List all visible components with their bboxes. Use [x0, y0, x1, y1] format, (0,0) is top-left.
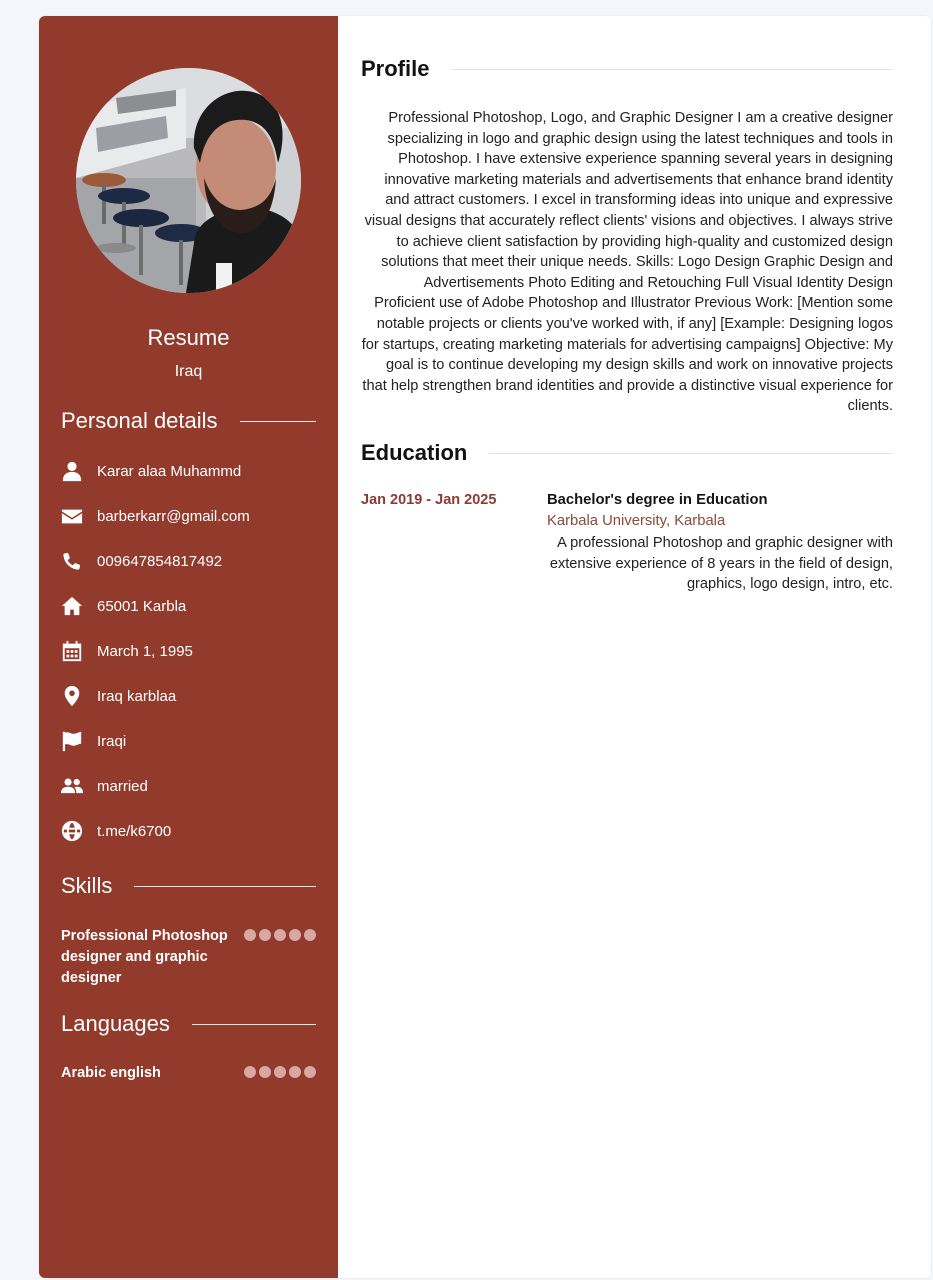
education-institution: Karbala University, Karbala — [547, 513, 726, 529]
rating-dot — [244, 1066, 256, 1078]
rating-dot — [289, 929, 301, 941]
detail-website — [61, 819, 321, 843]
heading-divider — [451, 69, 893, 70]
languages-title: Languages — [61, 1011, 170, 1036]
rating-dot — [274, 1066, 286, 1078]
detail-text: 65001 Karbla — [97, 597, 187, 615]
detail-birthdate — [61, 639, 321, 663]
profile-photo — [76, 68, 301, 293]
detail-phone — [61, 549, 321, 573]
resume-page — [39, 16, 931, 1278]
education-degree: Bachelor's degree in Education — [547, 492, 768, 508]
detail-marital-status — [61, 774, 321, 798]
detail-nationality — [61, 729, 321, 753]
detail-location — [61, 684, 321, 708]
personal-details-heading — [61, 408, 316, 434]
person-icon — [61, 460, 83, 482]
sidebar — [39, 16, 338, 1278]
skills-heading — [61, 873, 316, 899]
resume-subtitle: Iraq — [174, 363, 203, 380]
skill-item — [61, 926, 316, 989]
detail-text: March 1, 1995 — [97, 642, 193, 660]
skill-label: Professional Photoshop designer and graphic designer — [61, 928, 228, 986]
envelope-icon — [61, 505, 83, 527]
heading-divider — [489, 453, 893, 454]
detail-text: Karar alaa Muhammd — [97, 462, 242, 480]
rating-dot — [259, 1066, 271, 1078]
home-icon — [61, 595, 83, 617]
users-icon — [61, 775, 83, 797]
skill-rating — [244, 926, 316, 989]
rating-dot — [274, 929, 286, 941]
education-description: A professional Photoshop and graphic designer with extensive experience of 8 years in the field of design, graphics, logo design, intro, etc. — [549, 535, 893, 593]
profile-heading — [361, 56, 893, 82]
rating-dot — [244, 929, 256, 941]
detail-text: barberkarr@gmail.com — [97, 507, 250, 525]
detail-address — [61, 594, 321, 618]
detail-name — [61, 459, 321, 483]
flag-icon — [61, 730, 83, 752]
rating-dot — [304, 1066, 316, 1078]
language-item — [61, 1063, 316, 1084]
language-label: Arabic english — [61, 1065, 161, 1081]
language-rating — [244, 1063, 316, 1084]
resume-name: Resume — [147, 325, 230, 350]
personal-details-title: Personal details — [61, 408, 218, 433]
heading-divider — [192, 1024, 316, 1025]
profile-title: Profile — [361, 56, 430, 81]
location-pin-icon — [61, 685, 83, 707]
profile-text: Professional Photoshop, Logo, and Graphic Designer I am a creative designer specializing in logo and graphic design using the latest techniques and tools in Photoshop. I have extensive experience spanning several years in designing innovative marketing materials and advertisements that enhance brand identity and attract customers. I excel in transforming ideas into unique and expressive visual designs that accurately reflect clients' visions and objectives. I always strive to achieve client satisfaction by providing high-quality and customized design solutions that meet their unique needs. Skills: Logo Design Graphic Design and Advertisements Photo Editing and Retouching Full Visual Identity Design Proficient use of Adobe Photoshop and Illustrator Previous Work: [Mention some notable projects or clients you've worked with, if any] [Example: Designing logos for startups, creating marketing materials for advertising campaigns] Objective: My goal is to continue developing my design skills and work on innovative projects that help strengthen brand identities and provide a distinctive visual experience for clients. — [361, 110, 893, 415]
detail-email — [61, 504, 321, 528]
profile-photo-image — [76, 68, 301, 293]
detail-text: 009647854817492 — [97, 552, 223, 570]
globe-icon — [61, 820, 83, 842]
rating-dot — [259, 929, 271, 941]
education-heading — [361, 440, 893, 466]
education-dates: Jan 2019 - Jan 2025 — [361, 492, 497, 508]
detail-text: Iraq karblaa — [97, 687, 177, 705]
heading-divider — [240, 421, 316, 422]
heading-divider — [134, 886, 316, 887]
detail-text: t.me/k6700 — [97, 822, 172, 840]
detail-text: married — [97, 777, 148, 795]
languages-heading — [61, 1011, 316, 1037]
education-title: Education — [361, 440, 468, 465]
rating-dot — [289, 1066, 301, 1078]
detail-text: Iraqi — [97, 732, 127, 750]
rating-dot — [304, 929, 316, 941]
calendar-icon — [61, 640, 83, 662]
phone-icon — [61, 550, 83, 572]
skills-title: Skills — [61, 873, 113, 898]
